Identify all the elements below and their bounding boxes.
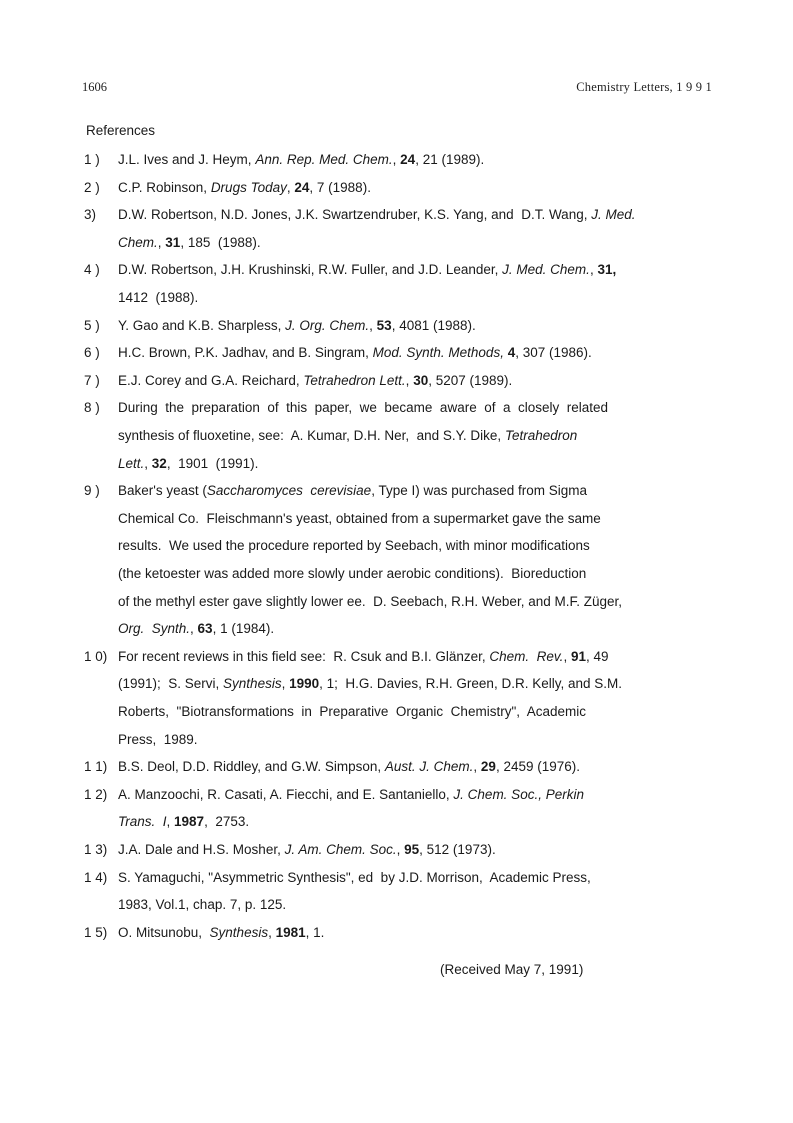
reference-number: 2 ) [84, 179, 100, 195]
reference-text-line: Baker's yeast (Saccharomyces cerevisiae, Type I) was purchased from Sigma [118, 483, 588, 499]
reference-text-line: synthesis of fluoxetine, see: A. Kumar, D.H. Ner, and S.Y. Dike, Tetrahedron [118, 427, 578, 443]
page-number: 1606 [82, 80, 107, 94]
reference-text-line: Org. Synth., 63, 1 (1984). [118, 621, 275, 637]
reference-number: 1 1) [84, 759, 108, 775]
reference-text-line: Trans. I, 1987, 2753. [118, 814, 250, 830]
page-header [82, 80, 712, 98]
reference-text-line: Lett., 32, 1901 (1991). [118, 455, 259, 471]
reference-text-line: O. Mitsunobu, Synthesis, 1981, 1. [118, 924, 325, 940]
reference-text-line: J.A. Dale and H.S. Mosher, J. Am. Chem. Soc., 95, 512 (1973). [118, 842, 496, 857]
reference-number: 1 4) [84, 869, 108, 885]
reference-text-line: Roberts, "Biotransformations in Preparative Organic Chemistry", Academic [118, 703, 587, 719]
reference-text-line: A. Manzoochi, R. Casati, A. Fiecchi, and E. Santaniello, J. Chem. Soc., Perkin [118, 786, 584, 802]
reference-number: 1 2) [84, 786, 108, 802]
reference-number: 1 0) [84, 648, 108, 664]
reference-number: 1 5) [84, 924, 108, 940]
reference-number: 1 ) [84, 152, 100, 167]
reference-text-line: 1983, Vol.1, chap. 7, p. 125. [118, 897, 287, 913]
reference-text-line: (1991); S. Servi, Synthesis, 1990, 1; H.G. Davies, R.H. Green, D.R. Kelly, and S.M. [118, 676, 622, 692]
reference-text-line: H.C. Brown, P.K. Jadhav, and B. Singram, Mod. Synth. Methods, 4, 307 (1986). [118, 345, 592, 361]
reference-text-line: B.S. Deol, D.D. Riddley, and G.W. Simpson, Aust. J. Chem., 29, 2459 (1976). [118, 759, 580, 775]
reference-text-line: results. We used the procedure reported by Seebach, with minor modifications [118, 538, 590, 554]
reference-text-line: Y. Gao and K.B. Sharpless, J. Org. Chem., 53, 4081 (1988). [118, 317, 476, 333]
reference-text-line: 1412 (1988). [118, 289, 199, 305]
reference-text-line: Press, 1989. [118, 731, 198, 747]
reference-number: 8 ) [84, 400, 100, 416]
reference-number: 6 ) [84, 345, 100, 361]
reference-text-line: (the ketoester was added more slowly under aerobic conditions). Bioreduction [118, 565, 587, 581]
received-date: (Received May 7, 1991) [440, 962, 584, 977]
reference-text-line: of the methyl ester gave slightly lower ee. D. Seebach, R.H. Weber, and M.F. Züger, [118, 593, 622, 609]
reference-text-line: For recent reviews in this field see: R. Csuk and B.I. Glänzer, Chem. Rev., 91, 49 [118, 648, 609, 664]
reference-number: 3) [84, 207, 97, 223]
reference-text-line: C.P. Robinson, Drugs Today, 24, 7 (1988). [118, 179, 371, 195]
reference-text-line: D.W. Robertson, J.H. Krushinski, R.W. Fuller, and J.D. Leander, J. Med. Chem., 31, [118, 262, 617, 278]
reference-number: 9 ) [84, 483, 100, 499]
references-heading: References [86, 123, 156, 138]
reference-number: 5 ) [84, 317, 100, 333]
reference-number: 4 ) [84, 262, 100, 278]
reference-text-line: Chem., 31, 185 (1988). [118, 234, 261, 250]
journal-title: Chemistry Letters, 1 9 9 1 [576, 80, 712, 94]
reference-text-line: E.J. Corey and G.A. Reichard, Tetrahedron Lett., 30, 5207 (1989). [118, 372, 513, 388]
reference-text-line: J.L. Ives and J. Heym, Ann. Rep. Med. Chem., 24, 21 (1989). [118, 152, 485, 167]
reference-number: 7 ) [84, 372, 100, 388]
reference-text-line: Chemical Co. Fleischmann's yeast, obtained from a supermarket gave the same [118, 510, 601, 526]
reference-text-line: S. Yamaguchi, "Asymmetric Synthesis", ed by J.D. Morrison, Academic Press, [118, 869, 591, 885]
reference-number: 1 3) [84, 842, 108, 857]
reference-text-line: D.W. Robertson, N.D. Jones, J.K. Swartzendruber, K.S. Yang, and D.T. Wang, J. Med. [118, 207, 636, 223]
reference-text-line: During the preparation of this paper, we became aware of a closely related [118, 400, 609, 416]
